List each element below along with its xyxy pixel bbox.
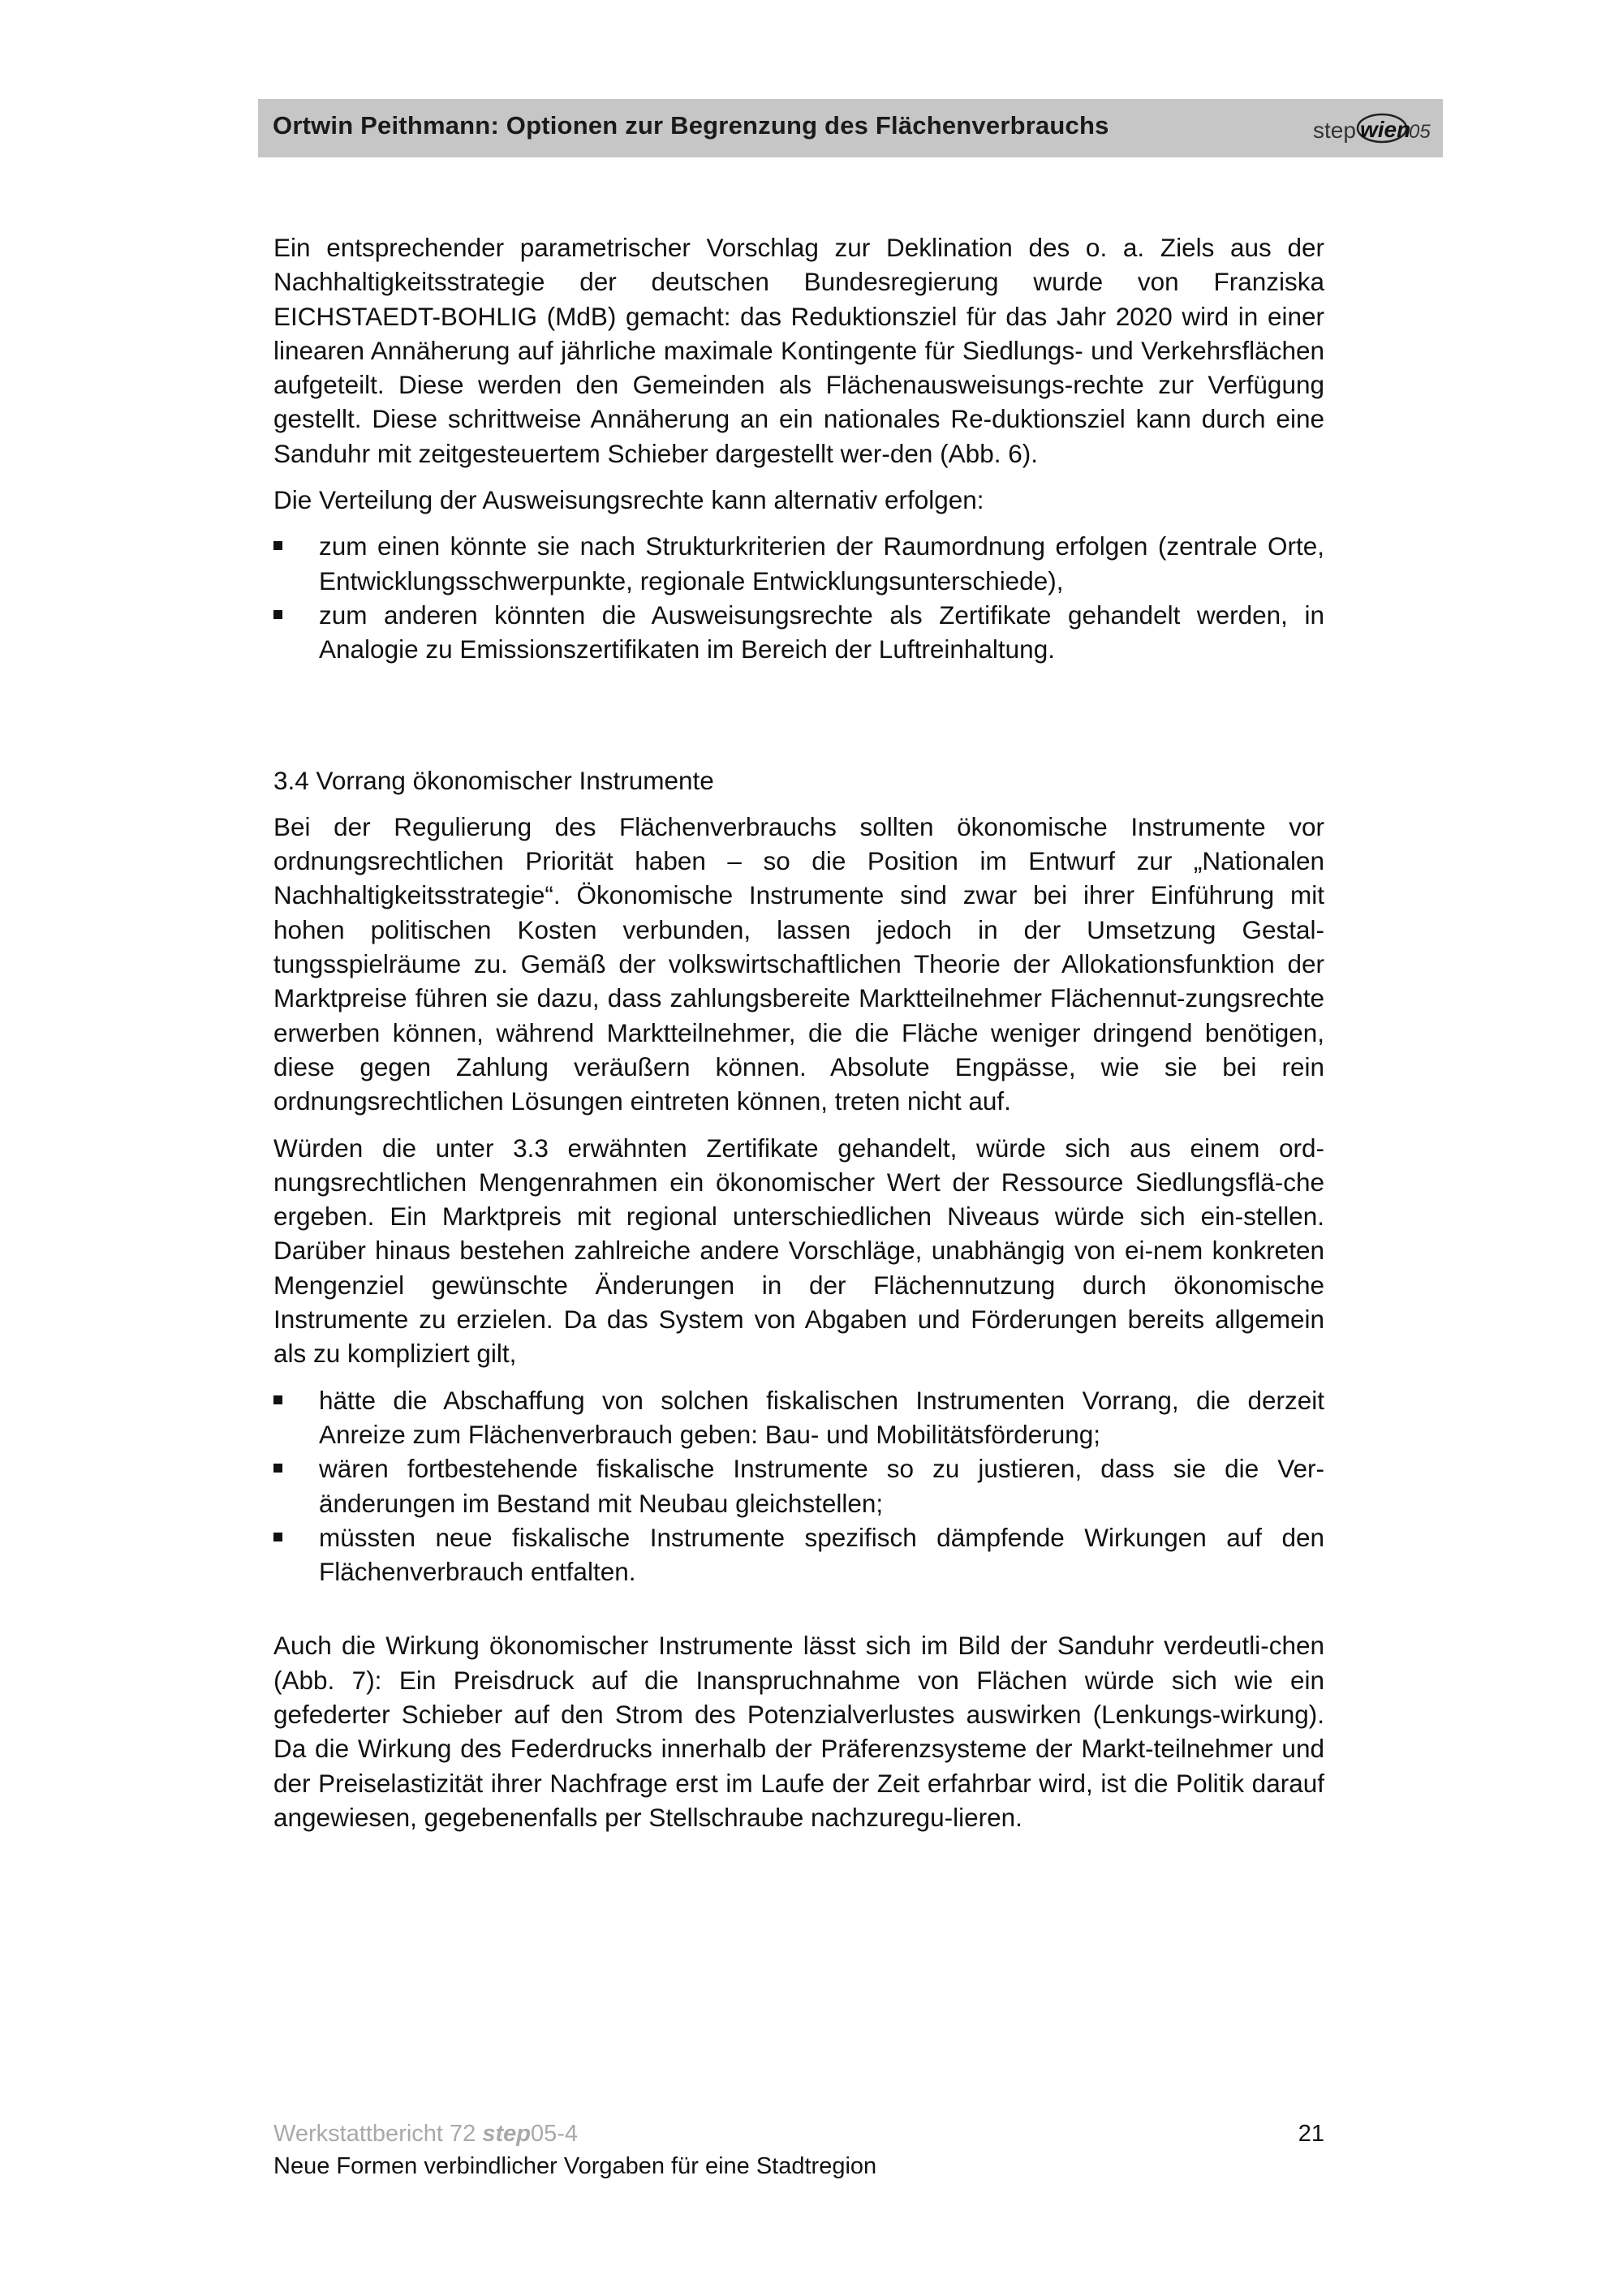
bullet-item: zum einen könnte sie nach Strukturkriterien der Raumordnung erfolgen (zentrale Orte, Entwicklungsschwerpunkte, regionale Entwicklungsunterschiede),	[273, 529, 1324, 598]
paragraph-3: Bei der Regulierung des Flächenverbrauchs sollten ökonomische Instrumente vor ordnungsrechtlichen Priorität haben – so die Position im Entwurf zur „Nationalen Nachhaltigkeitsstrategie“. Ökonomische Instrumente sind zwar bei ihrer Einführung mit hohen politischen Kosten verbunden, lassen jedoch in der Umsetzung Gestal-tungsspielräume zu. Gemäß der volkswirtschaftlichen Theorie der Allokationsfunktion der Marktpreise führen sie dazu, dass zahlungsbereite Marktteilnehmer Flächennut-zungsrechte erwerben können, während Marktteilnehmer, die die Fläche weniger dringend benötigen, diese gegen Zahlung veräußern können. Absolute Engpässe, wie sie bei rein ordnungsrechtlichen Lösungen eintreten können, treten nicht auf.	[273, 811, 1324, 1116]
step-wien-logo-icon	[1311, 110, 1433, 146]
logo-wien-text: wien	[1360, 117, 1411, 142]
paragraph-2: Die Verteilung der Ausweisungsrechte kann alternativ erfolgen:	[273, 485, 984, 515]
bullet-list-2	[273, 1383, 1324, 1589]
footer-series-suffix: 05-4	[531, 2121, 579, 2147]
section-heading: 3.4 Vorrang ökonomischer Instrumente	[273, 765, 714, 795]
footer-subtitle: Neue Formen verbindlicher Vorgaben für eine Stadtregion	[273, 2153, 877, 2179]
page-number: 21	[1298, 2121, 1324, 2147]
bullet-item: zum anderen könnten die Ausweisungsrechte als Zertifikate gehandelt werden, in Analogie zu Emissionszertifikaten im Bereich der Luftreinhaltung.	[273, 598, 1324, 667]
footer-series	[273, 2118, 578, 2150]
paragraph-4: Würden die unter 3.3 erwähnten Zertifikate gehandelt, würde sich aus einem ord-nungsrechtlichen Mengenrahmen ein ökonomischer Wert der Ressource Siedlungsflä-che ergeben. Ein Marktpreis mit regional unterschiedlichen Niveaus würde sich ein-stellen. Darüber hinaus bestehen zahlreiche andere Vorschläge, unabhängig von ei-nem konkreten Mengenziel gewünschte Änderungen in der Flächennutzung durch ökonomische Instrumente zu erzielen. Da das System von Abgaben und Förderungen bereits allgemein als zu kompliziert gilt,	[273, 1133, 1324, 1369]
header-bar	[258, 99, 1443, 157]
bullet-item: wären fortbestehende fiskalische Instrumente so zu justieren, dass sie die Ver-änderungen im Bestand mit Neubau gleichstellen;	[273, 1451, 1324, 1520]
document-body	[273, 230, 1324, 1847]
bullet-item: hätte die Abschaffung von solchen fiskalischen Instrumenten Vorrang, die derzeit Anreize zum Flächenverbrauch geben: Bau- und Mobilitätsförderung;	[273, 1383, 1324, 1452]
logo-year-text: 05	[1409, 121, 1431, 143]
step-wien-logo	[1311, 110, 1433, 146]
logo-step-text: step	[1313, 118, 1356, 143]
paragraph-1: Ein entsprechender parametrischer Vorschlag zur Deklination des o. a. Ziels aus der Nachhaltigkeitsstrategie der deutschen Bundesregierung wurde von Franziska EICHSTAEDT-BOHLIG (MdB) gemacht: das Reduktionsziel für das Jahr 2020 wird in einer linearen Annäherung auf jährliche maximale Kontingente für Siedlungs- und Verkehrsflächen aufgeteilt. Diese werden den Gemeinden als Flächenausweisungs-rechte zur Verfügung gestellt. Diese schrittweise Annäherung an ein nationales Re-duktionsziel kann durch eine Sanduhr mit zeitgesteuertem Schieber dargestellt wer-den (Abb. 6).	[273, 233, 1324, 468]
paragraph-5: Auch die Wirkung ökonomischer Instrumente lässt sich im Bild der Sanduhr verdeutli-chen (Abb. 7): Ein Preisdruck auf die Inanspruchnahme von Flächen würde sich wie ein gefederter Schieber auf den Strom des Potenzialverlustes auswirken (Lenkungs-wirkung). Da die Wirkung des Federdrucks innerhalb der Präferenzsysteme der Markt-teilnehmer und der Preiselastizität ihrer Nachfrage erst im Laufe der Zeit erfahrbar wird, ist die Politik darauf angewiesen, gegebenenfalls per Stellschraube nachzuregu-lieren.	[273, 1631, 1324, 1832]
page-header-title: Ortwin Peithmann: Optionen zur Begrenzung des Flächenverbrauchs	[273, 111, 1109, 140]
footer-series-prefix: Werkstattbericht 72	[273, 2121, 483, 2147]
bullet-item: müssten neue fiskalische Instrumente spezifisch dämpfende Wirkungen auf den Flächenverbrauch entfalten.	[273, 1520, 1324, 1589]
footer-series-bold: step	[482, 2121, 531, 2147]
page-footer	[273, 2118, 1324, 2182]
bullet-list-1	[273, 529, 1324, 666]
